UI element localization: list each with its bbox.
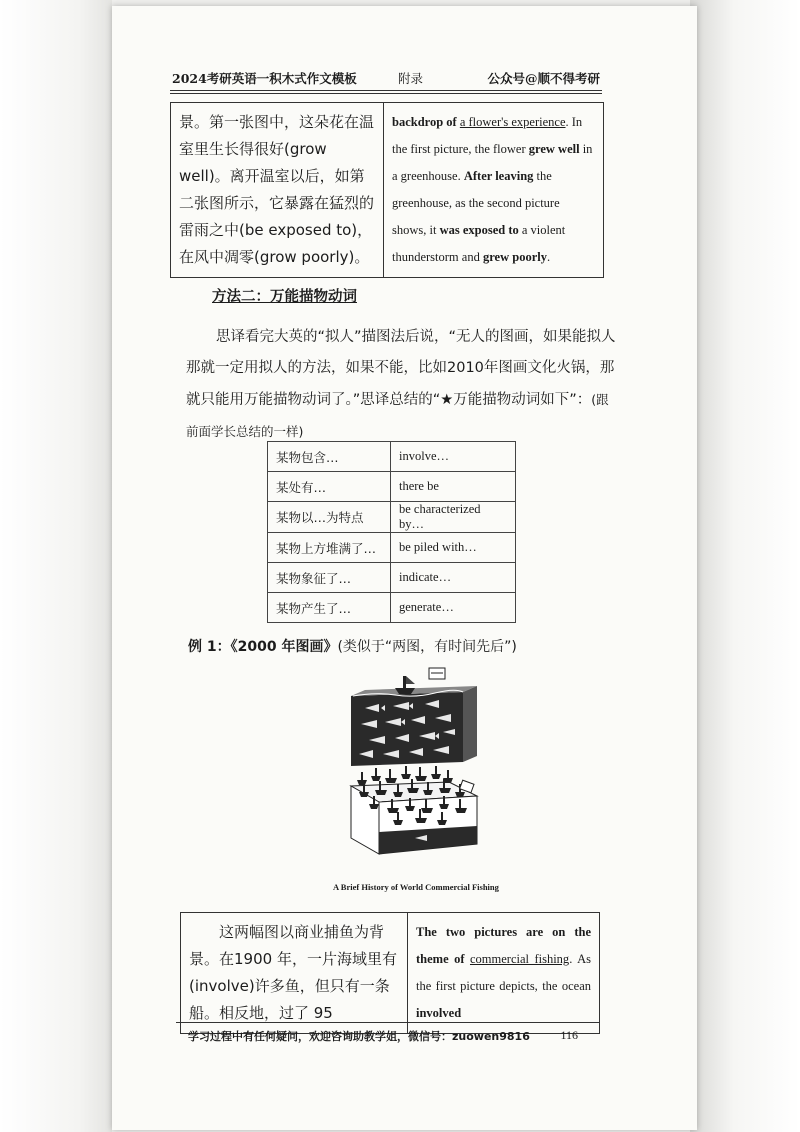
verb-chinese: 某物上方堆满了… bbox=[268, 533, 391, 563]
verb-chinese: 某物以…为特点 bbox=[268, 502, 391, 533]
method-heading: 方法二：万能描物动词 bbox=[212, 289, 357, 305]
english-text-run: a violent thunderstorm and bbox=[392, 223, 566, 264]
chinese-cell: 景。第一张图中，这朵花在温室里生长得很好(grow well)。离开温室以后，如第二张图所示，它暴露在猛烈的雷雨之中(be exposed to)，在风中凋零(grow poorly)。 bbox=[171, 103, 384, 278]
verb-english: indicate… bbox=[391, 563, 516, 593]
verb-english: be characterized by… bbox=[391, 502, 516, 533]
intro-paragraph bbox=[186, 322, 616, 448]
footer-rule bbox=[176, 1022, 600, 1023]
scan-left-margin bbox=[0, 0, 112, 1132]
example-subtitle: (类似于“两图，有时间先后”) bbox=[337, 639, 517, 655]
bilingual-table-flower bbox=[170, 102, 604, 278]
english-text-run: grew poorly bbox=[482, 250, 547, 264]
verb-english: generate… bbox=[391, 593, 516, 623]
verb-row bbox=[268, 533, 516, 563]
verb-chinese: 某处有… bbox=[268, 472, 391, 502]
english-text-run: a flower's experience bbox=[459, 115, 566, 129]
fishing-cartoon bbox=[345, 662, 485, 880]
page-number: 116 bbox=[560, 1028, 578, 1042]
header-account: 公众号@顺不得考研 bbox=[487, 71, 600, 86]
verb-english: there be bbox=[391, 472, 516, 502]
english-text-run: grew well bbox=[528, 142, 580, 156]
bilingual-table-fishing bbox=[180, 912, 600, 1034]
english-text-run: . In the first picture, the flower bbox=[392, 115, 583, 156]
verb-row bbox=[268, 442, 516, 472]
verb-row bbox=[268, 472, 516, 502]
english-text-run: was exposed to bbox=[439, 223, 519, 237]
figure-caption: A Brief History of World Commercial Fishing bbox=[333, 882, 499, 892]
page-header bbox=[172, 66, 600, 88]
verb-chinese: 某物包含… bbox=[268, 442, 391, 472]
english-text-run: backdrop of bbox=[392, 115, 460, 129]
example-title: 例 1：《2000 年图画》 bbox=[188, 639, 338, 655]
verb-row bbox=[268, 593, 516, 623]
english-text-run: commercial fishing bbox=[469, 952, 570, 966]
verb-table bbox=[267, 441, 516, 623]
english-text-run: The two pictures are on the theme of bbox=[416, 925, 591, 966]
verb-english: involve… bbox=[391, 442, 516, 472]
chinese-cell: 这两幅图以商业捕鱼为背景。在1900 年，一片海域里有(involve)许多鱼，但只有一条船。相反地，过了 95 bbox=[181, 913, 408, 1034]
english-text-run: After leaving bbox=[463, 169, 534, 183]
verb-chinese: 某物产生了… bbox=[268, 593, 391, 623]
footer-contact: 学习过程中有任何疑问，欢迎咨询助教学姐，微信号：zuowen9816 bbox=[188, 1030, 530, 1043]
verb-row bbox=[268, 502, 516, 533]
english-cell bbox=[408, 913, 600, 1034]
english-text-run: . bbox=[546, 250, 551, 264]
header-section: 附录 bbox=[398, 71, 424, 86]
verb-row bbox=[268, 563, 516, 593]
english-cell bbox=[384, 103, 604, 278]
paragraph-note: (跟前面学长总结的一样) bbox=[186, 392, 609, 439]
page-footer bbox=[188, 1028, 578, 1044]
example-heading bbox=[188, 636, 517, 656]
english-text-run: in a greenhouse. bbox=[392, 142, 593, 183]
scan-right-margin bbox=[690, 0, 800, 1132]
english-text-run: the greenhouse, as the second picture shows, it bbox=[392, 169, 560, 237]
english-text-run: . As the first picture depicts, the ocean bbox=[416, 952, 591, 993]
verb-chinese: 某物象征了… bbox=[268, 563, 391, 593]
paragraph-main: 思译看完大英的“拟人”描图法后说，“无人的图画，如果能拟人那就一定用拟人的方法，如果不能，比如2010年图画文化火锅，那就只能用万能描物动词了。”思译总结的“★万能描物动词如下”： bbox=[186, 329, 616, 408]
verb-english: be piled with… bbox=[391, 533, 516, 563]
header-title: 2024考研英语一积木式作文模板 bbox=[172, 71, 357, 86]
header-rule bbox=[170, 90, 602, 94]
english-text-run: involved bbox=[416, 1006, 462, 1020]
